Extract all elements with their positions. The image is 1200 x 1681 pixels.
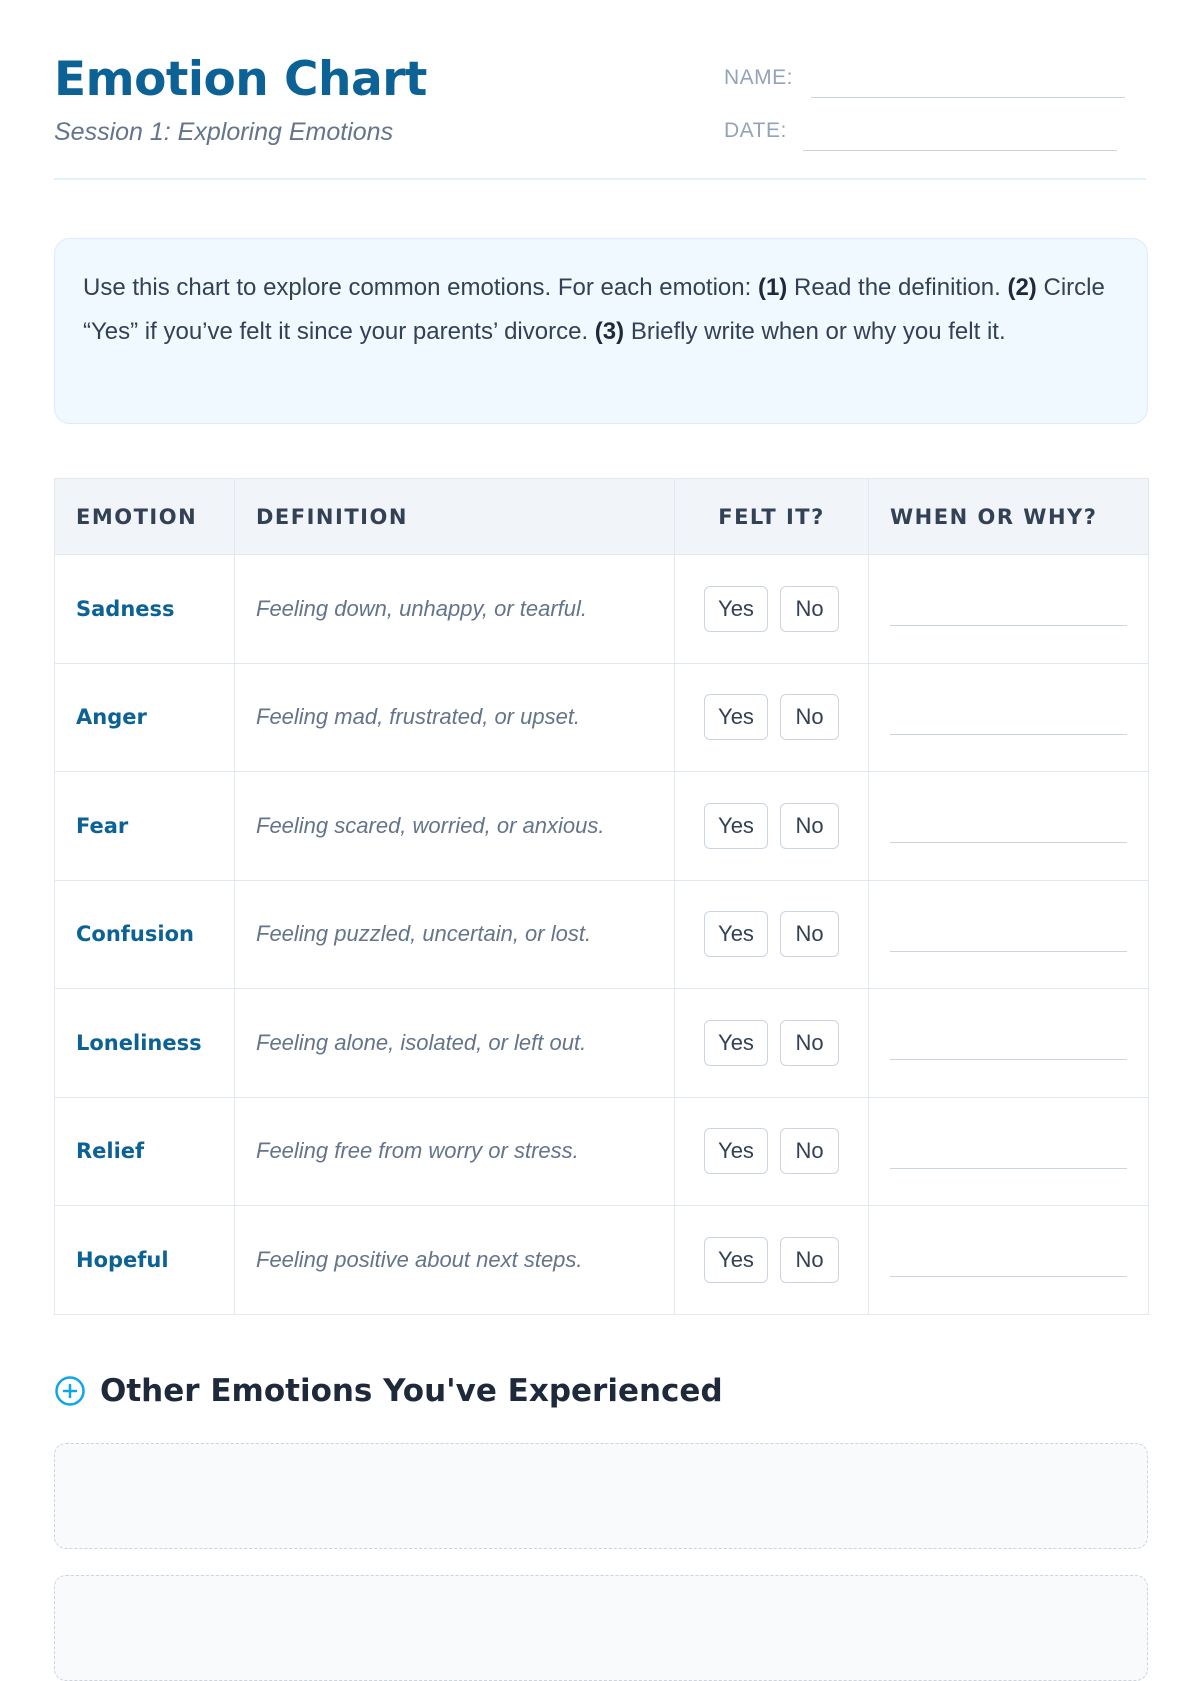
name-field[interactable] [811,97,1125,98]
yes-option[interactable]: Yes [704,1020,768,1066]
felt-it-cell [675,989,869,1098]
column-header-emotion: EMOTION [55,479,235,555]
step-1-number: (1) [757,274,788,301]
emotion-definition: Feeling free from worry or stress. [256,1138,579,1164]
other-emotion-entry-box[interactable] [54,1575,1148,1681]
emotion-definition: Feeling down, unhappy, or tearful. [256,595,588,621]
definition-cell [235,555,675,664]
page-title: Emotion Chart [54,52,427,107]
emotion-definition: Feeling positive about next steps. [256,1246,583,1272]
emotion-name: Confusion [76,922,194,947]
step-2-number: (2) [1007,274,1037,301]
when-or-why-cell [869,880,1149,989]
date-field[interactable] [803,150,1117,151]
other-emotions-title: Other Emotions You've Experienced [100,1373,723,1409]
no-option[interactable]: No [780,1128,839,1174]
emotion-name: Anger [76,705,147,730]
other-emotion-entry-box[interactable] [54,1443,1148,1549]
table-row [55,989,1149,1098]
yes-option[interactable]: Yes [704,803,768,849]
when-or-why-field[interactable] [890,951,1127,952]
when-or-why-field[interactable] [890,1276,1127,1277]
column-header-when-or-why: WHEN OR WHY? [869,479,1149,555]
step-3-number: (3) [594,318,625,345]
when-or-why-cell [869,989,1149,1098]
table-header-row [55,479,1149,555]
emotion-name: Relief [76,1139,145,1164]
emotion-cell [55,1097,235,1206]
date-label: DATE: [724,119,787,142]
table-row [55,772,1149,881]
emotion-definition: Feeling mad, frustrated, or upset. [256,704,581,730]
no-option[interactable]: No [780,586,839,632]
when-or-why-field[interactable] [890,734,1127,735]
no-option[interactable]: No [780,1020,839,1066]
no-option[interactable]: No [780,911,839,957]
when-or-why-field[interactable] [890,625,1127,626]
instructions-intro: Use this chart to explore common emotions. For each emotion: [83,274,752,301]
yes-option[interactable]: Yes [704,1237,768,1283]
emotion-name: Sadness [76,596,175,621]
header [54,0,1146,180]
when-or-why-cell [869,772,1149,881]
table-row [55,1206,1149,1315]
table-row [55,663,1149,772]
when-or-why-cell [869,663,1149,772]
definition-cell [235,663,675,772]
when-or-why-cell [869,1206,1149,1315]
no-option[interactable]: No [780,694,839,740]
name-label: NAME: [724,66,794,89]
step-2-text: Circle “Yes” if you’ve felt it since your parents’ divorce. [83,274,1105,345]
when-or-why-field[interactable] [890,1059,1127,1060]
emotion-cell [55,772,235,881]
emotion-cell [55,880,235,989]
when-or-why-cell [869,1097,1149,1206]
emotion-definition: Feeling scared, worried, or anxious. [256,812,605,838]
emotion-definition: Feeling alone, isolated, or left out. [256,1029,587,1055]
table-row [55,555,1149,664]
emotion-cell [55,1206,235,1315]
definition-cell [235,1206,675,1315]
emotion-definition: Feeling puzzled, uncertain, or lost. [256,921,592,947]
felt-it-cell [675,663,869,772]
yes-option[interactable]: Yes [704,694,768,740]
when-or-why-field[interactable] [890,1168,1127,1169]
emotion-cell [55,555,235,664]
step-1-text: Read the definition. [793,274,1001,301]
definition-cell [235,1097,675,1206]
definition-cell [235,880,675,989]
when-or-why-cell [869,555,1149,664]
column-header-definition: DEFINITION [235,479,675,555]
yes-option[interactable]: Yes [704,911,768,957]
when-or-why-field[interactable] [890,842,1127,843]
felt-it-cell [675,772,869,881]
emotion-table [54,478,1149,1315]
yes-option[interactable]: Yes [704,1128,768,1174]
no-option[interactable]: No [780,1237,839,1283]
no-option[interactable]: No [780,803,839,849]
table-row [55,880,1149,989]
table-row [55,1097,1149,1206]
step-3-text: Briefly write when or why you felt it. [630,318,1006,345]
definition-cell [235,772,675,881]
felt-it-cell [675,880,869,989]
plus-circle-icon [54,1375,86,1407]
emotion-cell [55,663,235,772]
emotion-name: Hopeful [76,1247,169,1272]
instructions-panel [54,238,1148,424]
felt-it-cell [675,1206,869,1315]
other-emotions-heading [54,1371,723,1411]
emotion-name: Loneliness [76,1030,202,1055]
column-header-felt-it: FELT IT? [675,479,869,555]
yes-option[interactable]: Yes [704,586,768,632]
felt-it-cell [675,1097,869,1206]
page-subtitle: Session 1: Exploring Emotions [54,118,394,146]
emotion-cell [55,989,235,1098]
felt-it-cell [675,555,869,664]
emotion-name: Fear [76,813,129,838]
definition-cell [235,989,675,1098]
